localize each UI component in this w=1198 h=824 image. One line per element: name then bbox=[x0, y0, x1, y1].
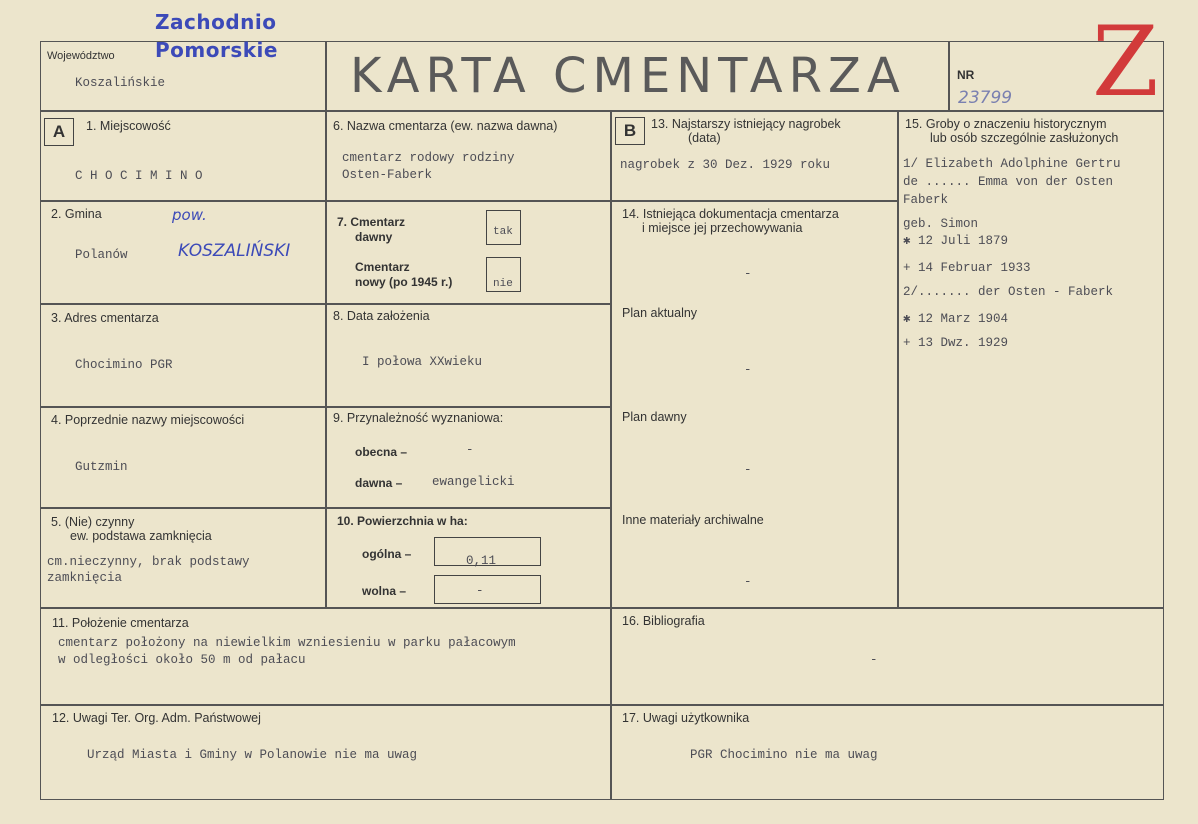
field-6-value-1: cmentarz rodowy rodziny bbox=[342, 151, 515, 165]
field-10-ogolna-value: 0,11 bbox=[466, 554, 497, 568]
rule bbox=[610, 110, 612, 800]
wojewodztwo-label: Województwo bbox=[47, 50, 115, 62]
field-14-value: - bbox=[744, 267, 752, 281]
field-2-label: 2. Gmina bbox=[51, 207, 102, 221]
field-15-line: 2/....... der Osten - Faberk bbox=[903, 285, 1114, 299]
field-13-label-2: (data) bbox=[688, 131, 721, 145]
rule bbox=[325, 110, 327, 608]
z-mark: Z bbox=[1092, 6, 1159, 118]
nr-label: NR bbox=[957, 68, 975, 82]
province-stamp-line1: Zachodnio bbox=[155, 10, 277, 34]
field-7-label-2a: Cmentarz bbox=[355, 260, 410, 274]
field-10-wolna-label: wolna – bbox=[362, 584, 407, 598]
rule bbox=[40, 303, 326, 305]
rule bbox=[40, 507, 326, 509]
field-14-label-2: i miejsce jej przechowywania bbox=[642, 221, 803, 235]
field-15-line: de ...... Emma von der Osten bbox=[903, 175, 1114, 189]
field-10-wolna-box bbox=[434, 575, 541, 604]
field-9-dawna-label: dawna – bbox=[355, 476, 403, 490]
field-15-label-1: 15. Groby o znaczeniu historycznym bbox=[905, 117, 1107, 131]
rule bbox=[40, 406, 326, 408]
section-b-box: B bbox=[615, 117, 645, 145]
field-8-label: 8. Data założenia bbox=[333, 309, 430, 323]
field-15-line: + 14 Februar 1933 bbox=[903, 261, 1031, 275]
field-17-value: PGR Chocimino nie ma uwag bbox=[690, 748, 878, 762]
field-6-label: 6. Nazwa cmentarza (ew. nazwa dawna) bbox=[333, 119, 558, 133]
field-17-label: 17. Uwagi użytkownika bbox=[622, 711, 750, 725]
field-10-label: 10. Powierzchnia w ha: bbox=[337, 514, 468, 528]
rule bbox=[40, 200, 326, 202]
field-3-value: Chocimino PGR bbox=[75, 358, 173, 372]
wojewodztwo-value: Koszalińskie bbox=[75, 76, 166, 90]
rule bbox=[325, 406, 611, 408]
field-11-value-2: w odległości około 50 m od pałacu bbox=[58, 653, 306, 667]
field-12-label: 12. Uwagi Ter. Org. Adm. Państwowej bbox=[52, 711, 261, 725]
field-13-value: nagrobek z 30 Dez. 1929 roku bbox=[620, 158, 831, 172]
field-1-label: 1. Miejscowość bbox=[86, 119, 171, 133]
field-7-label-1b: dawny bbox=[355, 230, 393, 244]
field-13-label-1: 13. Najstarszy istniejący nagrobek bbox=[651, 117, 841, 131]
field-7-value-2: nie bbox=[493, 278, 513, 290]
field-2-hand-pow: pow. bbox=[172, 206, 207, 224]
inne-materialy-label: Inne materiały archiwalne bbox=[622, 513, 764, 527]
field-7-label-1a: 7. Cmentarz bbox=[337, 215, 406, 229]
field-9-obecna-value: - bbox=[466, 443, 474, 457]
field-2-value: Polanów bbox=[75, 248, 128, 262]
rule bbox=[325, 41, 327, 110]
field-1-value: C H O C I M I N O bbox=[75, 169, 203, 183]
field-10-wolna-value: - bbox=[476, 584, 484, 598]
plan-dawny-value: - bbox=[744, 463, 752, 477]
field-8-value: I połowa XXwieku bbox=[362, 355, 483, 369]
field-14-label-1: 14. Istniejąca dokumentacja cmentarza bbox=[622, 207, 839, 221]
rule bbox=[325, 200, 611, 202]
field-16-value: - bbox=[870, 653, 878, 667]
nr-value: 23799 bbox=[958, 88, 1013, 108]
field-9-label: 9. Przynależność wyznaniowa: bbox=[333, 411, 504, 425]
field-5-label-2: ew. podstawa zamknięcia bbox=[70, 529, 212, 543]
field-9-obecna-label: obecna – bbox=[355, 445, 408, 459]
form-title: KARTA CMENTARZA bbox=[350, 48, 906, 104]
field-7-label-2b: nowy (po 1945 r.) bbox=[355, 275, 453, 289]
field-3-label: 3. Adres cmentarza bbox=[51, 311, 159, 325]
section-a-box: A bbox=[44, 118, 74, 146]
plan-aktualny-value: - bbox=[744, 363, 752, 377]
plan-aktualny-label: Plan aktualny bbox=[622, 306, 698, 320]
field-11-label: 11. Położenie cmentarza bbox=[52, 616, 189, 630]
field-5-value-2: zamknięcia bbox=[47, 571, 123, 585]
rule bbox=[40, 704, 1164, 706]
field-15-line: geb. Simon bbox=[903, 217, 979, 231]
field-2-hand-powiat: KOSZALIŃSKI bbox=[178, 241, 291, 261]
field-15-line: ✱ 12 Juli 1879 bbox=[903, 234, 1009, 248]
field-16-label: 16. Bibliografia bbox=[622, 614, 705, 628]
rule bbox=[948, 41, 950, 110]
province-stamp-line2: Pomorskie bbox=[155, 38, 278, 62]
field-15-line: 1/ Elizabeth Adolphine Gertru bbox=[903, 157, 1121, 171]
field-10-ogolna-label: ogólna – bbox=[362, 547, 412, 561]
field-15-line: Faberk bbox=[903, 193, 949, 207]
rule bbox=[325, 303, 611, 305]
field-6-value-2: Osten-Faberk bbox=[342, 168, 433, 182]
field-12-value: Urząd Miasta i Gminy w Polanowie nie ma uwag bbox=[87, 748, 418, 762]
rule bbox=[40, 110, 1164, 112]
plan-dawny-label: Plan dawny bbox=[622, 410, 687, 424]
field-15-label-2: lub osób szczególnie zasłużonych bbox=[930, 131, 1119, 145]
rule bbox=[610, 200, 898, 202]
field-4-value: Gutzmin bbox=[75, 460, 128, 474]
field-15-line: ✱ 12 Marz 1904 bbox=[903, 312, 1009, 326]
rule bbox=[40, 607, 1164, 609]
field-9-dawna-value: ewangelicki bbox=[432, 475, 515, 489]
field-11-value-1: cmentarz położony na niewielkim wzniesieniu w parku pałacowym bbox=[58, 636, 516, 650]
rule bbox=[897, 110, 899, 608]
field-5-value-1: cm.nieczynny, brak podstawy bbox=[47, 555, 250, 569]
field-5-label-1: 5. (Nie) czynny bbox=[51, 515, 135, 529]
field-15-line: + 13 Dwz. 1929 bbox=[903, 336, 1009, 350]
field-7-value-1: tak bbox=[493, 226, 513, 238]
rule bbox=[325, 507, 611, 509]
field-4-label: 4. Poprzednie nazwy miejscowości bbox=[51, 413, 245, 427]
inne-materialy-value: - bbox=[744, 575, 752, 589]
